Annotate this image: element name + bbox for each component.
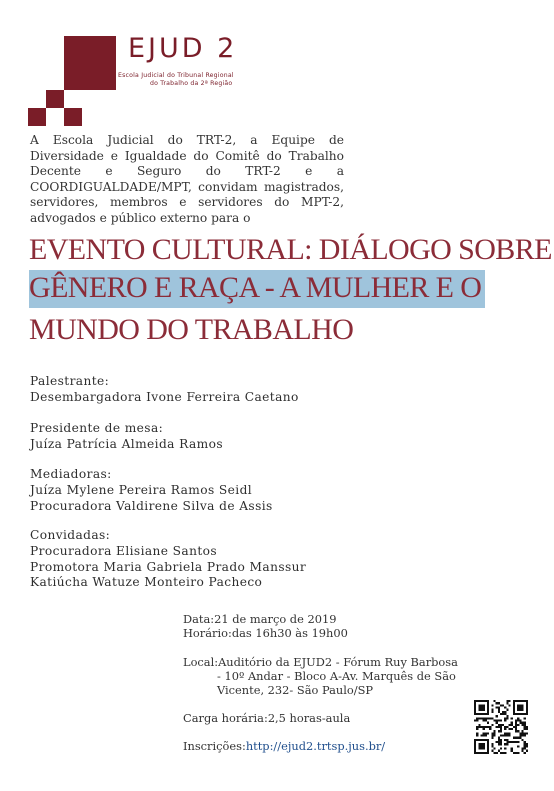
qr-code-icon — [474, 700, 528, 754]
presidente-heading: Presidente de mesa: — [30, 421, 164, 435]
mediadora-name: Juíza Mylene Pereira Ramos Seidl — [30, 482, 253, 497]
logo-title: EJUD 2 — [128, 33, 238, 64]
presidente-name: Juíza Patrícia Almeida Ramos — [30, 436, 223, 451]
registration-line — [183, 739, 385, 753]
event-title-highlight — [29, 270, 485, 308]
time-value: das 16h30 às 19h00 — [231, 626, 348, 640]
logo-subtitle-line1: Escola Judicial do Tribunal Regional — [118, 72, 234, 79]
intro-paragraph: A Escola Judicial do TRT-2, a Equipe de Diversidade e Igualdade do Comitê do Trabalho Decente e Seguro do TRT-2 e a COORDIGUALDADE/MPT, convidam magistrados, servidores, membros e servidores do MPT-2, advogados e público externo para o — [30, 133, 344, 225]
convidada-name: Katiúcha Watuze Monteiro Pacheco — [30, 575, 263, 590]
presidente-section — [30, 421, 223, 453]
registration-label: Inscrições: — [183, 739, 246, 753]
date-label: Data: — [183, 612, 215, 626]
location-line2: - 10º Andar - Bloco A-Av. Marquês de São — [217, 669, 456, 683]
event-title-line2: GÊNERO E RAÇA - A MULHER E O — [29, 271, 482, 304]
palestrante-name: Desembargadora Ivone Ferreira Caetano — [30, 389, 299, 404]
date-line — [183, 612, 336, 626]
workload-value: 2,5 horas-aula — [267, 711, 351, 725]
registration-link[interactable]: http://ejud2.trtsp.jus.br/ — [245, 739, 386, 753]
palestrante-heading: Palestrante: — [30, 374, 110, 388]
time-label: Horário: — [183, 626, 232, 640]
convidada-name: Procuradora Elisiane Santos — [30, 543, 218, 558]
mediadoras-section — [30, 467, 273, 514]
workload-label: Carga horária: — [183, 711, 268, 725]
convidada-name: Promotora Maria Gabriela Prado Manssur — [30, 559, 307, 574]
time-line — [183, 626, 348, 640]
location-line — [183, 655, 458, 669]
date-value: 21 de março de 2019 — [214, 612, 337, 626]
location-line3: Vicente, 232- São Paulo/SP — [217, 683, 374, 697]
event-title-line1: EVENTO CULTURAL: DIÁLOGO SOBRE — [29, 233, 552, 266]
location-label: Local: — [183, 655, 219, 669]
mediadoras-heading: Mediadoras: — [30, 467, 112, 481]
location-line1: Auditório da EJUD2 - Fórum Ruy Barbosa — [218, 655, 458, 669]
workload-line — [183, 711, 350, 725]
event-title-line3: MUNDO DO TRABALHO — [29, 313, 354, 346]
convidadas-heading: Convidadas: — [30, 528, 111, 542]
palestrante-section — [30, 374, 299, 406]
logo-subtitle-line2: do Trabalho da 2ª Região — [150, 80, 233, 87]
mediadora-name: Procuradora Valdirene Silva de Assis — [30, 498, 273, 513]
logo-mark — [28, 36, 116, 126]
convidadas-section — [30, 528, 306, 591]
